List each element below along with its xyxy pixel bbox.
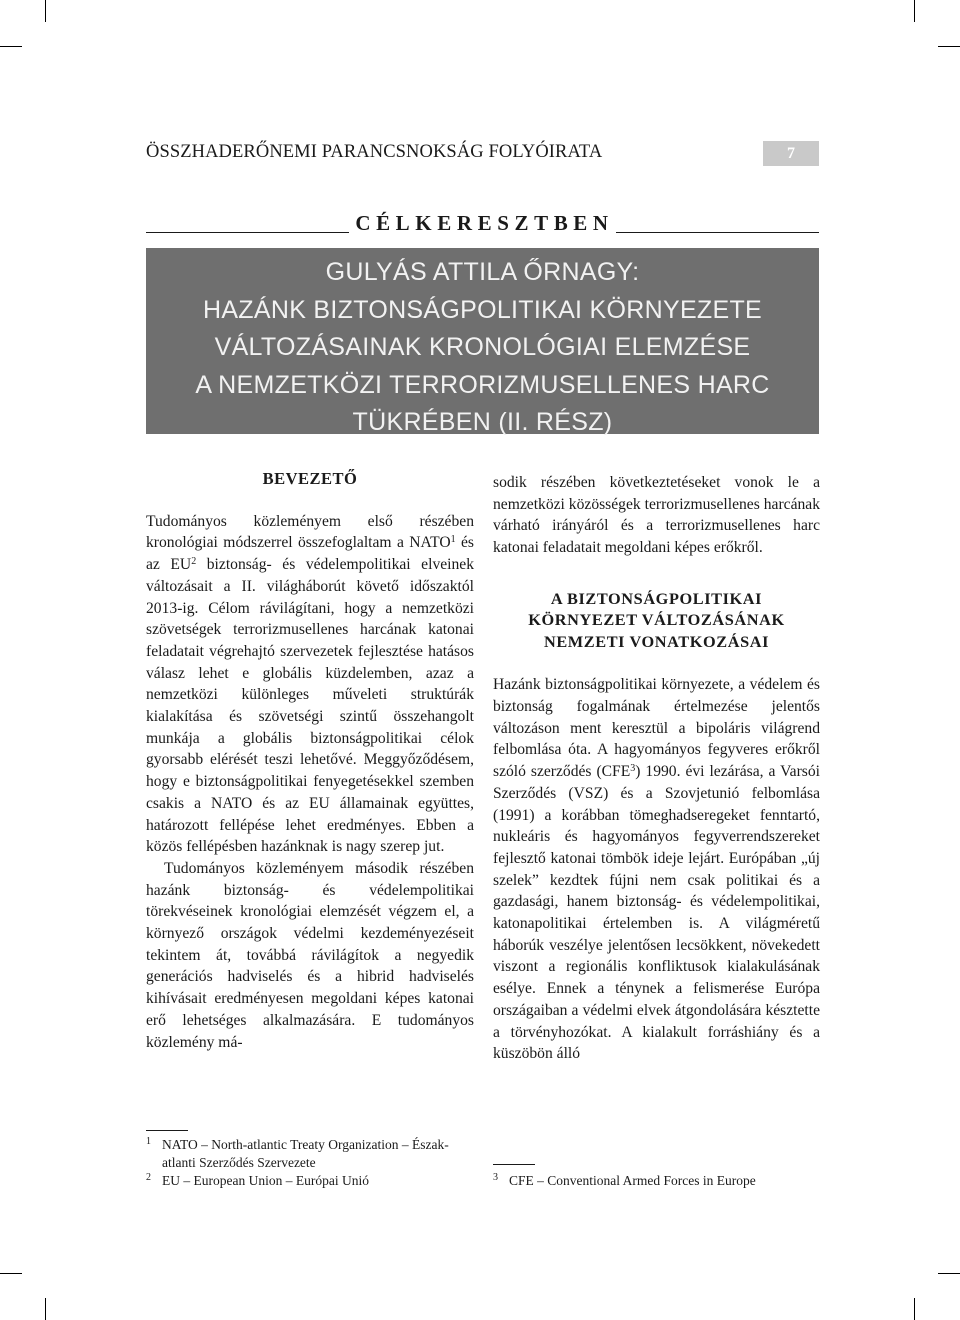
article-title-line: VÁLTOZÁSAINAK KRONOLÓGIAI ELEMZÉSE: [214, 333, 751, 361]
crop-mark: [45, 1298, 46, 1320]
heading-line: KÖRNYEZET VÁLTOZÁSÁNAK: [528, 610, 785, 630]
footnote-number: 2: [146, 1172, 151, 1183]
article-title-line: A NEMZETKÖZI TERRORIZMUSELLENES HARC: [195, 370, 770, 399]
left-column: [146, 468, 474, 1053]
intro-paragraph: [146, 511, 474, 858]
section-label: [146, 210, 819, 236]
footnote-3: [493, 1172, 820, 1190]
footnote-ref-1: 1: [450, 534, 456, 546]
crop-mark: [938, 1273, 960, 1274]
crop-mark: [0, 46, 22, 47]
article-title-box: [146, 248, 819, 434]
footnote-number: 3: [493, 1172, 498, 1183]
heading-line: NEMZETI VONATKOZÁSAI: [543, 631, 770, 651]
article-author-line: GULYÁS ATTILA ŐRNAGY:: [325, 258, 640, 286]
crop-mark: [914, 0, 915, 22]
crop-mark: [914, 1298, 915, 1320]
paragraph-text: és az EU: [146, 534, 475, 574]
footnote-number: 1: [146, 1136, 151, 1147]
footnote-ref-3: 3: [630, 763, 636, 775]
article-title-line: TÜKRÉBEN (II. RÉSZ): [352, 408, 613, 436]
second-paragraph: Tudományos közleményem második részében hazánk biztonság- és védelempolitikai törekvéseinek kronológiai elemzését végzem el, a környező országok védelmi kezdeményezéseit tekintem át, továbbá rávilágítok a negyedik generációs hadviselés és a hibrid hadviselés kihívásait eredményesen megoldani képes katonai erő lehetséges alkalmazására. E tudományos közlemény má-: [146, 859, 474, 1051]
paragraph-text: ) 1990. évi lezárása, a Varsói Szerződés (VSZ) és a Szovjetunió felbomlása (1991) a korábban tömeghadseregeket fenntartó, nukleáris és hagyományos fegyverrendszereket fejlesztő katonai tömbök ideje lejárt. Európában „új szelek” kezdtek fújni nem csak politikai és a gazdasági, hanem biztonság- és védelempolitikai, katonapolitikai értelemben is. A világméretű háborúk veszélye jelentősen lecsökkent, növekedett viszont a regionális konfliktusok kialakulásának esélye. Ennek a ténynek a felismerése Európa országaiban a védelmi elvek átgondolására késztette a törvényhozókat. A kialakult forráshiány és a küszöbön álló: [493, 763, 820, 1063]
crop-mark: [0, 1273, 22, 1274]
heading-line: A BIZTONSÁGPOLITIKAI: [550, 588, 763, 608]
section-heading-bevezeto: BEVEZETŐ: [262, 469, 358, 488]
footnote-rule: [493, 1164, 535, 1165]
article-title-line: HAZÁNK BIZTONSÁGPOLITIKAI KÖRNYEZETE: [202, 295, 763, 324]
section-rule-left: [146, 232, 349, 233]
page-number: 7: [763, 141, 819, 166]
crop-mark: [938, 46, 960, 47]
footnote-rule: [146, 1130, 188, 1131]
paragraph-text: biztonság- és védelempolitikai elveinek változásait a II. világháborút követő időszaktól 2013-ig. Célom rávilágítani, hogy a nemzetközi szövetségek terrorizmusellenes harcának katonai feladatait végrehajtó szervezetek fejlesztése hatásos válasz lehet e globális küzdelemben, azaz a nemzetközi különleges műveleti struktúrák kialakítása és szövetségi szintű összehangolt munkája a globális biztonságpolitikai célok gyorsabb elérését teszi lehetővé. Meggyőződésem, hogy e biztonságpolitikai fenyegetésekkel szemben csakis a NATO és az EU államainak együttes, határozott fellépése lehet eredményes. Ebben a közös fellépésben hazánknak is nagy szerep jut.: [146, 556, 475, 856]
footnote-ref-2: 2: [191, 556, 197, 568]
footnote-text: NATO – North-atlantic Treaty Organization – Észak-atlanti Szerződés Szervezete: [162, 1137, 449, 1170]
right-column: [493, 472, 820, 1065]
paragraph-text: Tudományos közleményem első részében kronológiai módszerrel összefoglaltam a NATO: [146, 512, 474, 552]
section-heading-biztonsagpolitikai: [493, 588, 820, 653]
journal-title: ÖSSZHADERŐNEMI PARANCSNOKSÁG FOLYÓIRATA: [146, 142, 603, 162]
section-label-text: CÉLKERESZTBEN: [355, 211, 614, 235]
section-rule-right: [616, 232, 819, 233]
footnote-1: [146, 1136, 480, 1172]
continued-paragraph: sodik részében következtetéseket vonok le a nemzetközi közösségek terrorizmusellenes harcának várható irányáról és a terrorizmusellenes harc katonai feladatait megoldani képes erőkről.: [493, 474, 820, 557]
footnote-text: CFE – Conventional Armed Forces in Europe: [509, 1173, 756, 1188]
footnote-text: EU – European Union – Európai Unió: [162, 1173, 369, 1188]
crop-mark: [45, 0, 46, 22]
paragraph-text: Hazánk biztonságpolitikai környezete, a védelem és biztonság fogalmának értelmezése jelentős változáson ment keresztül a bipoláris világrend felbomlása óta. A hagyományos fegyveres erőkről szóló szerződés (CFE: [493, 676, 820, 781]
body-paragraph: [493, 674, 820, 1065]
footnote-2: [146, 1172, 480, 1190]
